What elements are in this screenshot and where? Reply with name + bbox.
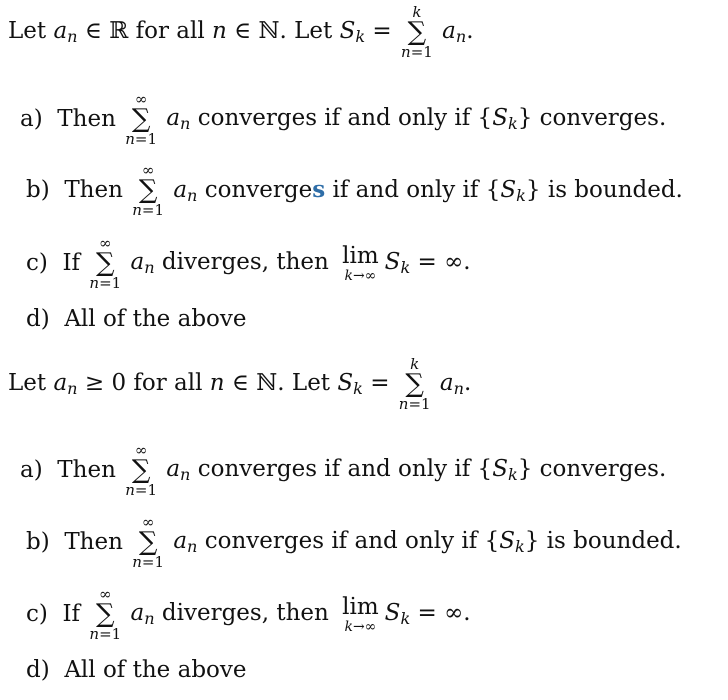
q1-intro: Let $a_n$ ∈ ℝ for all n ∈ ℕ. Let $S_k$ = k ∑ n=1 $a_n$.: [8, 3, 474, 61]
q2-option-d[interactable]: d) All of the above: [26, 657, 247, 683]
q2-option-a[interactable]: a) Then ∞ ∑ n=1 $a_n$ converges if and only if $\{S_k\}$ converges.: [20, 441, 667, 499]
q1-option-c[interactable]: c) If ∞ ∑ n=1 $a_n$ diverges, then lim k→∞ $S_k$ = ∞.: [26, 234, 471, 292]
q2-option-c[interactable]: c) If ∞ ∑ n=1 $a_n$ diverges, then lim k→∞ $S_k$ = ∞.: [26, 585, 471, 643]
q1-option-d[interactable]: d) All of the above: [26, 306, 247, 332]
q1-option-a[interactable]: a) Then ∞ ∑ n=1 $a_n$ converges if and only if $\{S_k\}$ converges.: [20, 90, 667, 148]
q1-option-b[interactable]: b) Then ∞ ∑ n=1 $a_n$ converges if and only if $\{S_k\}$ is bounded.: [26, 161, 683, 219]
q2-intro: Let $a_n \ge 0$ for all n ∈ ℕ. Let $S_k$ = k ∑ n=1 $a_n$.: [8, 355, 472, 413]
q2-option-b[interactable]: b) Then ∞ ∑ n=1 $a_n$ converges if and only if $\{S_k\}$ is bounded.: [26, 513, 682, 571]
